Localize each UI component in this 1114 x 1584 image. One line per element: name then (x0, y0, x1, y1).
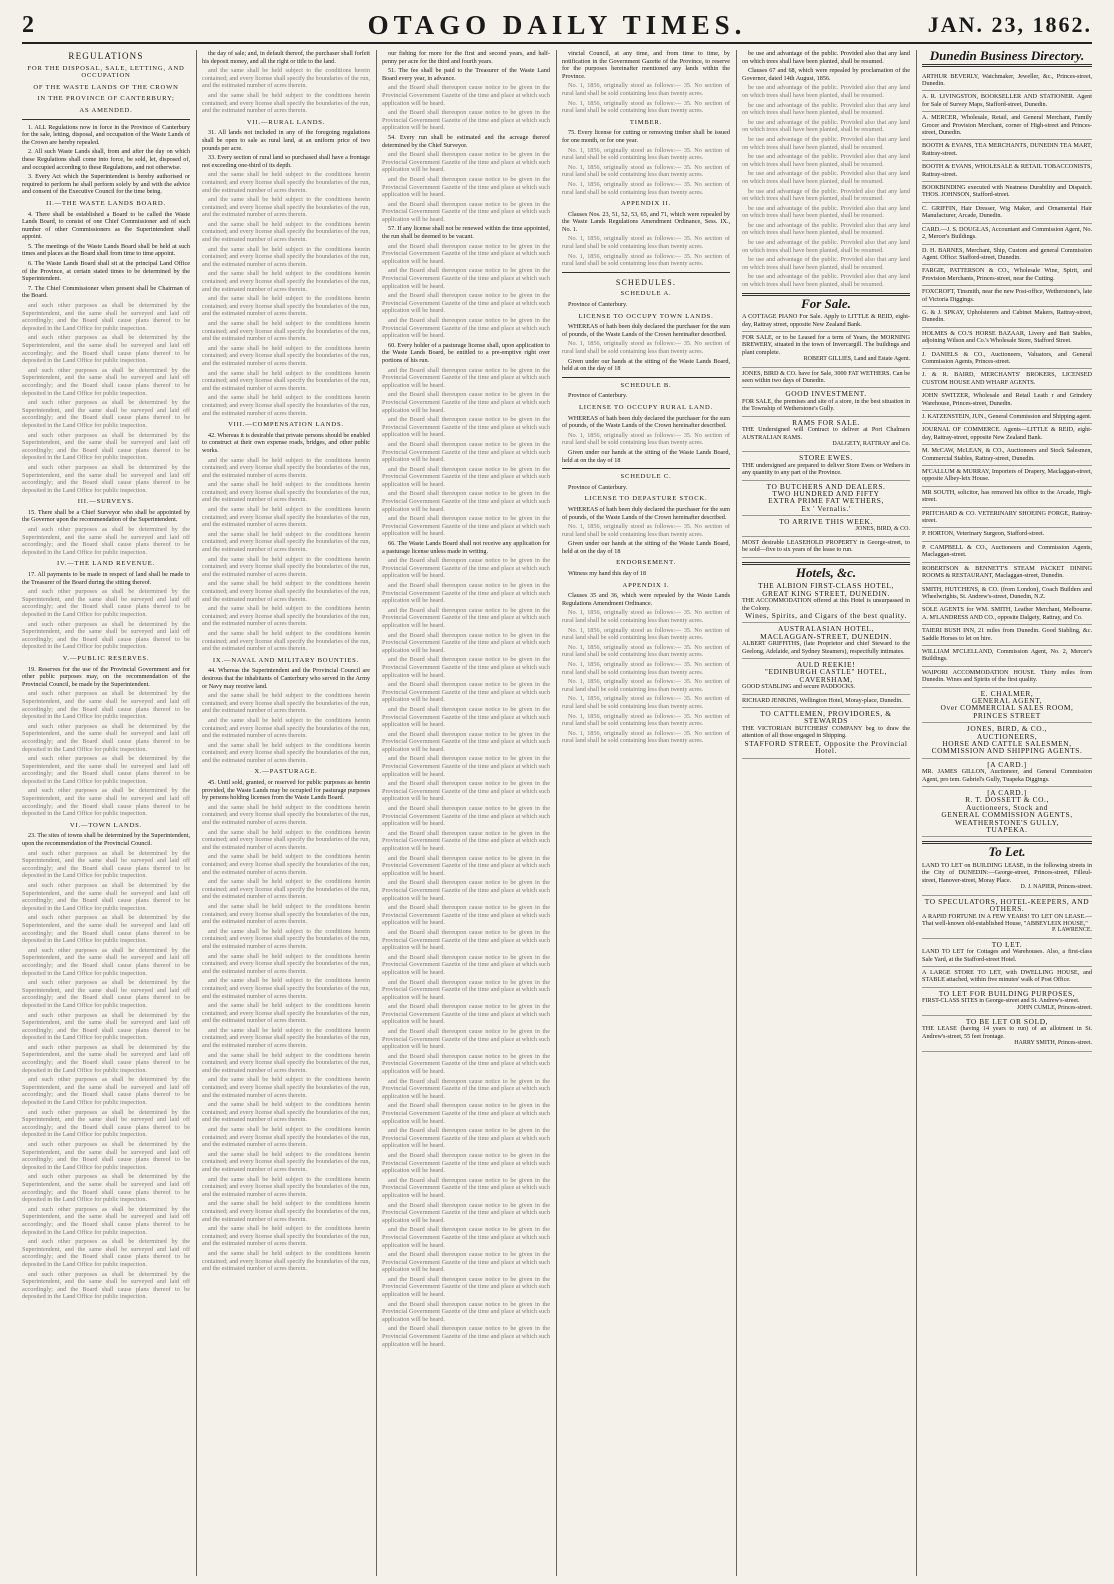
regulations-subheading: AS AMENDED. (79, 106, 133, 114)
directory-entry: P. HORTON, Veterinary Surgeon, Stafford-street. (922, 528, 1092, 541)
advertisement: TO SPECULATORS, HOTEL-KEEPERS, AND OTHERS. A RAPID FORTUNE IN A FEW YEARS! TO LET ON LEASE.—That well-known old-established House, "ABBEYLEIX HOUSE," P. LAWRENCE. (922, 896, 1092, 939)
clause: and the Board shall thereupon cause notice to be given in the Provincial Government Gazette of the time and place at which such application will be heard. (382, 175, 550, 199)
directory-entry: P. CAMPBELL & CO., Auctioneers and Commission Agents, Maclaggan-street. (922, 542, 1092, 563)
issue-date: JAN. 23, 1862. (927, 12, 1092, 37)
clause: No. 1, 1856, originally stood as follows:— 35. No section of rural land shall be sold containing less than twenty acres. (562, 643, 730, 659)
advertisement: A COTTAGE PIANO For Sale. Apply to LITTLE & REID, eight-day, Rattray street, opposite New Zealand Bank. (742, 311, 910, 332)
clause: and the same shall be held subject to the conditions herein contained; and every license shall specify the boundaries of the run, and the estimated number of acres therein. (202, 270, 370, 293)
regulations-subheading: IN THE PROVINCE OF CANTERBURY; (37, 95, 175, 103)
clause: and the Board shall thereupon cause notice to be given in the Provincial Government Gazette of the time and place at which such application will be heard. (382, 730, 550, 753)
section-heading: VI.—TOWN LANDS. (69, 821, 143, 829)
clause: and the same shall be held subject to the conditions herein contained; and every license shall specify the boundaries of the run, and the estimated number of acres therein. (202, 344, 370, 367)
column-advertisements (742, 50, 910, 1576)
column-rule (736, 50, 737, 1576)
directory-entry: G. & J. SPKAY, Upholsterers and Cabinet Makers, Rattray-street, Dunedin. (922, 307, 1092, 328)
directory-entry: BOOKBINDING executed with Neatness Durability and Dispatch. THOS. JOHNSON, Stafford-street. (922, 182, 1092, 203)
schedule-given: Given under our hands at the sitting of the Waste Lands Board, held at on the day of 18 (562, 540, 730, 555)
clause: No. 1, 1856, originally stood as follows:— 35. No section of rural land shall be sold containing less than twenty acres. (562, 712, 730, 728)
schedule-province: Province of Canterbury. (568, 301, 628, 309)
clause: No. 1, 1856, originally stood as follows:— 35. No section of rural land shall be sold containing less than twenty acres. (562, 609, 730, 625)
advertisement: TO LET. LAND TO LET for Cottages and Warehouses. Also, a first-class Sale Yard, at the Stafford-street Hotel. (922, 939, 1092, 967)
clause: the day of sale; and, in default thereof, the purchaser shall forfeit his deposit money, and all the right or title to the land. (202, 50, 370, 65)
clause: and the Board shall thereupon cause notice to be given in the Provincial Government Gazette of the time and place at which such application will be heard. (382, 582, 550, 605)
schedule-subheading: LICENSE TO DEPASTURE STOCK. (584, 495, 708, 503)
clause: be use and advantage of the public. Provided also that any land on which trees shall have been planted, shall be resumed. (742, 50, 910, 65)
schedule-given: Given under our hands at the sitting of the Waste Lands Board, held at on the day of 18 (562, 448, 730, 464)
directory-entry: JONES, BIRD, & CO., AUCTIONEERS, HORSE AND CATTLE SALESMEN, COMMISSION AND SHIPPING AGENTS. (922, 723, 1092, 759)
clause: and the Board shall thereupon cause notice to be given in the Provincial Government Gazette of the time and place at which such application will be heard. (382, 1052, 550, 1076)
advertisement: GOOD INVESTMENT. FOR SALE, the premises and site of a store, in the best situation in the Township of Wetherstone's Gully. (742, 388, 910, 416)
clause: and the Board shall thereupon cause notice to be given in the Provincial Government Gazette of the time and place at which such application will be heard. (382, 1325, 550, 1348)
clause: and the same shall be held subject to the conditions herein contained; and every license shall specify the boundaries of the run, and the estimated number of acres therein. (202, 902, 370, 926)
clause: and the same shall be held subject to the conditions herein contained; and every license shall specify the boundaries of the run, and the estimated number of acres therein. (202, 1249, 370, 1273)
clause: and the same shall be held subject to the conditions herein contained; and every license shall specify the boundaries of the run, and the estimated number of acres therein. (202, 878, 370, 901)
advertisement: STORE EWES. THE undersigned are prepared to deliver Store Ewes or Wethers in any quantity to any part of the Province. (742, 452, 910, 480)
clause: and such other purposes as shall be determined by the Superintendent, and the same shall be surveyed and laid off accordingly; and the Board shall cause plans thereof to be deposited in the Land Office for public inspection. (22, 690, 190, 721)
directory-entry: A. R. LIVINGSTON, BOOKSELLER AND STATIONER. Agent for Sale of Survey Maps, Stafford-street, Dunedin. (922, 91, 1092, 112)
clause: and such other purposes as shall be determined by the Superintendent, and the same shall be surveyed and laid off accordingly; and the Board shall cause plans thereof to be deposited in the Land Office for public inspection. (22, 431, 190, 462)
clause: and the same shall be held subject to the conditions herein contained; and every license shall specify the boundaries of the run, and the estimated number of acres therein. (202, 1026, 370, 1050)
clause: be use and advantage of the public. Provided also that any land on which trees shall have been planted, shall be resumed. (742, 135, 910, 151)
clause: and the same shall be held subject to the conditions herein contained; and every license shall specify the boundaries of the run, and the estimated number of acres therein. (202, 1051, 370, 1074)
directory-entry: FARGIE, PATTERSON & CO., Wholesale Wine, Spirit, and Provision Merchants, Princes-street, near the Cutting. (922, 265, 1092, 286)
clause: and the Board shall thereupon cause notice to be given in the Provincial Government Gazette of the time and place at which such application will be heard. (382, 829, 550, 852)
clause: our fishing for more for the first and second years, and half-penny per acre for the third and fourth years. (382, 50, 550, 65)
clause: and the same shall be held subject to the conditions herein contained; and every license shall specify the boundaries of the run, and the estimated number of acres therein. (202, 629, 370, 653)
clause: and the Board shall thereupon cause notice to be given in the Provincial Government Gazette of the time and place at which such application will be heard. (382, 1176, 550, 1199)
schedule-text: WHEREAS of hath been duly declared the purchaser for the sum of pounds, of the Waste Lands of the Crown hereinafter described. (562, 323, 730, 338)
clause: and such other purposes as shall be determined by the Superintendent, and the same shall be surveyed and laid off accordingly; and the Board shall cause plans thereof to be deposited in the Land Office for public inspection. (22, 366, 190, 397)
clause: and such other purposes as shall be determined by the Superintendent, and the same shall be surveyed and laid off accordingly; and the Board shall cause plans thereof to be deposited in the Land Office for public inspection. (22, 526, 190, 556)
clause: and the Board shall thereupon cause notice to be given in the Provincial Government Gazette of the time and place at which such application will be heard. (382, 1226, 550, 1249)
clause: and such other purposes as shall be determined by the Superintendent, and the same shall be surveyed and laid off accordingly; and the Board shall cause plans thereof to be deposited in the Land Office for public inspection. (22, 722, 190, 753)
clause: and the same shall be held subject to the conditions herein contained; and every license shall specify the boundaries of the run, and the estimated number of acres therein. (202, 1076, 370, 1099)
clause: Clauses 67 and 68, which were repealed by proclamation of the Governor, dated 14th August, 1856. (742, 67, 910, 82)
clause: 3. Every Act which the Superintendent is hereby authorised or required to perform he shall perform solely by and with the advice and consent of the Executive Council for the time being. (22, 173, 190, 196)
clause: No. 1, 1856, originally stood as follows:— 35. No section of rural land shall be sold containing less than twenty acres. (562, 180, 730, 196)
clause: No. 1, 1856, originally stood as follows:— 35. No section of rural land shall be sold containing less than twenty acres. (562, 431, 730, 447)
advertisement: AUSTRALASIAN HOTEL, MACLAGGAN-STREET, DUNEDIN. ALBERT GRIFFITHS, (late Proprietor and chief Steward to the Geelong, Adelaide, and Sydney Steamers), respectfully intimates. (742, 623, 910, 659)
clause: Clauses Nos. 23, 51, 52, 53, 65, and 71, which were repealed by the Waste Lands Regulations Amendment Ordinance, Sess. IX., No. 1. (562, 210, 730, 233)
column-regulations-2 (202, 50, 370, 1576)
directory-entry: SOLE AGENTS for WM. SMITH, Leather Merchant, Melbourne. A. M'LANDRESS AND CO., opposite Dalgety, Rattray, and Co. (922, 604, 1092, 625)
clause: and such other purposes as shall be determined by the Superintendent, and the same shall be surveyed and laid off accordingly; and the Board shall cause plans thereof to be deposited in the Land Office for public inspection. (22, 849, 190, 880)
clause: and the Board shall thereupon cause notice to be given in the Provincial Government Gazette of the time and place at which such application will be heard. (382, 805, 550, 828)
clause: No. 1, 1856, originally stood as follows:— 35. No section of rural land shall be sold containing less than twenty acres. (562, 252, 730, 268)
clause: and the Board shall thereupon cause notice to be given in the Provincial Government Gazette of the time and place at which such application will be heard. (382, 656, 550, 679)
directory-entry: J. & R. BAIRD, MERCHANTS' BROKERS, LICENSED CUSTOM HOUSE AND WHARF AGENTS. (922, 369, 1092, 390)
clause: 23. The sites of towns shall be determined by the Superintendent, upon the recommendation of the Provincial Council. (22, 832, 190, 848)
clause: and the Board shall thereupon cause notice to be given in the Provincial Government Gazette of the time and place at which such application will be heard. (382, 1102, 550, 1125)
column-business-directory (922, 50, 1092, 1576)
regulations-subheading: OF THE WASTE LANDS OF THE CROWN (33, 83, 179, 91)
clause: 4. There shall be established a Board to be called the Waste Lands Board, to consist of one Chief Commissioner and of such number of other Commissioners as the Superintendent shall appoint. (22, 210, 190, 241)
clause: be use and advantage of the public. Provided also that any land on which trees shall have been planted, shall be resumed. (742, 256, 910, 271)
directory-entry: ARTHUR BEVERLY, Watchmaker, Jeweller, &c., Princes-street, Dunedin. (922, 71, 1092, 92)
clause: and such other purposes as shall be determined by the Superintendent, and the same shall be surveyed and laid off accordingly; and the Board shall cause plans thereof to be deposited in the Land Office for public inspection. (22, 882, 190, 912)
clause: and the Board shall thereupon cause notice to be given in the Provincial Government Gazette of the time and place at which such application will be heard. (382, 1300, 550, 1323)
directory-entry: WILLIAM M'CLELLAND, Commission Agent, No. 2, Mercer's Buildings. (922, 646, 1092, 667)
clause: 5. The meetings of the Waste Lands Board shall be held at such times and places as the Board shall from time to time appoint. (22, 242, 190, 258)
clause: and such other purposes as shall be determined by the Superintendent, and the same shall be surveyed and laid off accordingly; and the Board shall cause plans thereof to be deposited in the Land Office for public inspection. (22, 588, 190, 618)
section-heading: TIMBER. (629, 118, 663, 126)
clause: be use and advantage of the public. Provided also that any land on which trees shall have been planted, shall be resumed. (742, 153, 910, 168)
advertisement: RAMS FOR SALE. THE Undersigned will Contract to deliver at Port Chalmers AUSTRALIAN RAMS. DALGETY, RATTRAY and Co. (742, 417, 910, 453)
clause: 75. Every license for cutting or removing timber shall be issued for one month, or for one year. (562, 129, 730, 144)
clause: be use and advantage of the public. Provided also that any land on which trees shall have been planted, shall be resumed. (742, 221, 910, 237)
clause: and such other purposes as shall be determined by the Superintendent, and the same shall be surveyed and laid off accordingly; and the Board shall cause plans thereof to be deposited in the Land Office for public inspection. (22, 914, 190, 945)
clause: and the Board shall thereupon cause notice to be given in the Provincial Government Gazette of the time and place at which such application will be heard. (382, 292, 550, 315)
schedule-text: WHEREAS of hath been duly declared the purchaser for the sum of pounds, of the Waste Lands of the Crown hereinafter described. (562, 505, 730, 521)
clause: 44. Whereas the Superintendent and the Provincial Council are desirous that the inhabitants of Canterbury who served in the Army or Navy may receive land. (202, 667, 370, 690)
clause: 42. Whereas it is desirable that private persons should be enabled to construct at their own expense roads, bridges, and other public works. (202, 431, 370, 454)
directory-entry: A. MERCER, Wholesale, Retail, and General Merchant, Family Grocer and Provision Merchant, corner of High-street and Princes-street, Dunedin. (922, 112, 1092, 140)
clause: and the Board shall thereupon cause notice to be given in the Provincial Government Gazette of the time and place at which such application will be heard. (382, 1127, 550, 1150)
clause: and such other purposes as shall be determined by the Superintendent, and the same shall be surveyed and laid off accordingly; and the Board shall cause plans thereof to be deposited in the Land Office for public inspection. (22, 1238, 190, 1268)
clause: No. 1, 1856, originally stood as follows:— 35. No section of rural land shall be sold containing less than twenty acres. (562, 729, 730, 745)
clause: and the same shall be held subject to the conditions herein contained; and every license shall specify the boundaries of the run, and the estimated number of acres therein. (202, 1126, 370, 1149)
section-heading: IV.—THE LAND REVENUE. (57, 560, 155, 568)
clause: vincial Council, at any time, and from time to time, by notification in the Government Gazette of the Province, to reserve for the purposes hereinafter mentioned any lands within the Province. (562, 50, 730, 80)
clause: and the same shall be held subject to the conditions herein contained; and every license shall specify the boundaries of the run, and the estimated number of acres therein. (202, 1101, 370, 1124)
clause: and the same shall be held subject to the conditions herein contained; and every license shall specify the boundaries of the run, and the estimated number of acres therein. (202, 716, 370, 740)
advertisement: LAND TO LET on BUILDING LEASE, in the following streets in the City of DUNEDIN:—George-street, Princes-street, Filleul-street, Hanover-street, Moray Place. D. J. NAPIER, Princes-street. (922, 860, 1092, 896)
clause: and the same shall be held subject to the conditions herein contained; and every license shall specify the boundaries of the run, and the estimated number of acres therein. (202, 1150, 370, 1173)
directory-entry: E. CHALMER, GENERAL AGENT, Over COMMERCIAL SALES ROOM, PRINCES STREET (922, 688, 1092, 724)
clause: No. 1, 1856, originally stood as follows:— 35. No section of rural land shall be sold containing less than twenty acres. (562, 695, 730, 710)
clause: No. 1, 1856, originally stood as follows:— 35. No section of rural land shall be sold containing less than twenty acres. (562, 235, 730, 251)
page-number: 2 (22, 12, 34, 38)
advertisement: RICHARD JENKINS, Wellington Hotel, Moray-place, Dunedin. (742, 695, 910, 708)
clause: and such other purposes as shall be determined by the Superintendent, and the same shall be surveyed and laid off accordingly; and the Board shall cause plans thereof to be deposited in the Land Office for public inspection. (22, 1108, 190, 1139)
directory-entry: BOOTH & EVANS, TEA MERCHANTS, DUNEDIN TEA MART, Rattray-street. (922, 140, 1092, 161)
clause: and the same shall be held subject to the conditions herein contained; and every license shall specify the boundaries of the run, and the estimated number of acres therein. (202, 369, 370, 392)
clause: and the same shall be held subject to the conditions herein contained; and every license shall specify the boundaries of the run, and the estimated number of acres therein. (202, 506, 370, 529)
clause: and the Board shall thereupon cause notice to be given in the Provincial Government Gazette of the time and place at which such application will be heard. (382, 416, 550, 439)
clause: and the same shall be held subject to the conditions herein contained; and every license shall specify the boundaries of the run, and the estimated number of acres therein. (202, 555, 370, 578)
clause: and the same shall be held subject to the conditions herein contained; and every license shall specify the boundaries of the run, and the estimated number of acres therein. (202, 67, 370, 90)
directory-entry: D. H. BARNES, Merchant, Ship, Custom and general Commission Agent. Office: Stafford-street, Dunedin. (922, 245, 1092, 266)
section-heading: Hotels, &c. (795, 564, 857, 580)
advertisement: JONES, BIRD & CO. have for Sale, 3000 FAT WETHERS. Can be seen within two days of Dunedin. (742, 368, 910, 389)
clause: and the Board shall thereupon cause notice to be given in the Provincial Government Gazette of the time and place at which such application will be heard. (382, 780, 550, 803)
clause: No. 1, 1856, originally stood as follows:— 35. No section of rural land shall be sold containing less than twenty acres. (562, 340, 730, 355)
clause: and the Board shall thereupon cause notice to be given in the Provincial Government Gazette of the time and place at which such application will be heard. (382, 1003, 550, 1026)
clause: and the Board shall thereupon cause notice to be given in the Provincial Government Gazette of the time and place at which such application will be heard. (382, 242, 550, 265)
directory-entry: BOOTH & EVANS, WHOLESALE & RETAIL TOBACCONISTS, Rattray-street. (922, 161, 1092, 182)
section-heading: APPENDIX II. (621, 200, 671, 208)
clause: and the Board shall thereupon cause notice to be given in the Provincial Government Gazette of the time and place at which such application will be heard. (382, 490, 550, 513)
clause: and the Board shall thereupon cause notice to be given in the Provincial Government Gazette of the time and place at which such application will be heard. (382, 681, 550, 704)
directory-entry: TAIERI BUSH INN, 21 miles from Dunedin. Good Stabling, &c. Saddle Horses to let on hire. (922, 625, 1092, 646)
regulations-heading: REGULATIONS (68, 51, 144, 61)
directory-entry: [A CARD.] R. T. DOSSETT & CO., Auctioneers, Stock and GENERAL COMMISSION AGENTS, WEATHERSTONE'S GULLY, TUAPEKA. (922, 787, 1092, 837)
clause: 1. ALL Regulations now in force in the Province of Canterbury for the sale, letting, disposal, and occupation of the Waste Lands of the Crown are hereby repealed. (22, 123, 190, 146)
masthead (22, 8, 1092, 44)
section-heading: III.—SURVEYS. (77, 498, 135, 506)
clause: and the Board shall thereupon cause notice to be given in the Provincial Government Gazette of the time and place at which such application will be heard. (382, 200, 550, 223)
directory-entry: CARD.—J. S. DOUGLAS, Accountant and Commission Agent, No. 2, Mercer's Buildings. (922, 224, 1092, 245)
schedule-heading: ENDORSEMENT. (616, 559, 676, 567)
clause: and the Board shall thereupon cause notice to be given in the Provincial Government Gazette of the time and place at which such application will be heard. (382, 557, 550, 580)
section-heading: APPENDIX I. (622, 581, 670, 589)
advertisement: TO LET FOR BUILDING PURPOSES, FIRST-CLASS SITES in George-street and St. Andrew's-street. JOHN CUMLE, Princes-street. (922, 988, 1092, 1016)
schedule-province: Province of Canterbury. (568, 392, 628, 400)
column-rule (556, 50, 557, 1576)
clause: and the Board shall thereupon cause notice to be given in the Provincial Government Gazette of the time and place at which such application will be heard. (382, 904, 550, 927)
clause: and the same shall be held subject to the conditions herein contained; and every license shall specify the boundaries of the run, and the estimated number of acres therein. (202, 605, 370, 628)
clause: and the same shall be held subject to the conditions herein contained; and every license shall specify the boundaries of the run, and the estimated number of acres therein. (202, 220, 370, 244)
newspaper-title: OTAGO DAILY TIMES. (367, 10, 747, 40)
clause: No. 1, 1856, originally stood as follows:— 35. No section of rural land shall be sold containing less than twenty acres. (562, 523, 730, 538)
clause: and such other purposes as shall be determined by the Superintendent, and the same shall be surveyed and laid off accordingly; and the Board shall cause plans thereof to be deposited in the Land Office for public inspection. (22, 302, 190, 332)
clause: and the same shall be held subject to the conditions herein contained; and every license shall specify the boundaries of the run, and the estimated number of acres therein. (202, 394, 370, 417)
clause: No. 1, 1856, originally stood as follows:— 35. No section of rural land shall be sold containing less than twenty acres. (562, 99, 730, 115)
clause: be use and advantage of the public. Provided also that any land on which trees shall have been planted, shall be resumed. (742, 101, 910, 117)
clause: and such other purposes as shall be determined by the Superintendent, and the same shall be surveyed and laid off accordingly; and the Board shall cause plans thereof to be deposited in the Land Office for public inspection. (22, 979, 190, 1009)
column-rule (376, 50, 377, 1576)
column-regulations-4 (562, 50, 730, 1576)
clause: and the Board shall thereupon cause notice to be given in the Provincial Government Gazette of the time and place at which such application will be heard. (382, 440, 550, 464)
clause: 17. All payments to be made in respect of land shall be made to the Treasurer of the Board during the sitting thereof. (22, 571, 190, 586)
clause: and the same shall be held subject to the conditions herein contained; and every license shall specify the boundaries of the run, and the estimated number of acres therein. (202, 853, 370, 876)
clause: and the Board shall thereupon cause notice to be given in the Provincial Government Gazette of the time and place at which such application will be heard. (382, 606, 550, 629)
clause: and the Board shall thereupon cause notice to be given in the Provincial Government Gazette of the time and place at which such application will be heard. (382, 465, 550, 488)
clause: and such other purposes as shall be determined by the Superintendent, and the same shall be surveyed and laid off accordingly; and the Board shall cause plans thereof to be deposited in the Land Office for public inspection. (22, 1141, 190, 1171)
section-heading: X.—PASTURAGE. (254, 768, 318, 776)
clause: 15. There shall be a Chief Surveyor who shall be appointed by the Governor upon the recommendation of the Superintendent. (22, 508, 190, 524)
clause: Clauses 35 and 36, which were repealed by the Waste Lands Regulations Amendment Ordinance. (562, 592, 730, 607)
directory-entry: FOXCROFT, Tinsmith, near the new Post-office, Wetherstone's, late of Victoria Diggings. (922, 286, 1092, 307)
clause: and the same shall be held subject to the conditions herein contained; and every license shall specify the boundaries of the run, and the estimated number of acres therein. (202, 580, 370, 603)
clause: No. 1, 1856, originally stood as follows:— 35. No section of rural land shall be sold containing less than twenty acres. (562, 661, 730, 676)
schedule-given: Given under our hands at the sitting of the Waste Lands Board, held at on the day of 18 (562, 357, 730, 373)
clause: and the Board shall thereupon cause notice to be given in the Provincial Government Gazette of the time and place at which such application will be heard. (382, 953, 550, 976)
clause: and the Board shall thereupon cause notice to be given in the Provincial Government Gazette of the time and place at which such application will be heard. (382, 705, 550, 729)
clause: and the Board shall thereupon cause notice to be given in the Provincial Government Gazette of the time and place at which such application will be heard. (382, 1201, 550, 1224)
clause: 54. Every run shall be estimated and the acreage thereof determined by the Chief Surveyor. (382, 133, 550, 149)
clause: and such other purposes as shall be determined by the Superintendent, and the same shall be surveyed and laid off accordingly; and the Board shall cause plans thereof to be deposited in the Land Office for public inspection. (22, 1011, 190, 1042)
clause: and such other purposes as shall be determined by the Superintendent, and the same shall be surveyed and laid off accordingly; and the Board shall cause plans thereof to be deposited in the Land Office for public inspection. (22, 399, 190, 429)
directory-title: Dunedin Business Directory. (929, 50, 1085, 63)
schedule-heading: SCHEDULE C. (620, 473, 672, 481)
directory-entry: J. KATZENSTEIN, JUN., General Commission and Shipping agent. (922, 411, 1092, 424)
clause: and the Board shall thereupon cause notice to be given in the Provincial Government Gazette of the time and place at which such application will be heard. (382, 928, 550, 952)
schedule-heading: SCHEDULE A. (620, 290, 672, 298)
schedule-heading: SCHEDULE B. (620, 381, 672, 389)
clause: and such other purposes as shall be determined by the Superintendent, and the same shall be surveyed and laid off accordingly; and the Board shall cause plans thereof to be deposited in the Land Office for public inspection. (22, 1205, 190, 1236)
clause: 31. All lands not included in any of the foregoing regulations shall be open to sale as rural land, at an uniform price of two pounds per acre. (202, 129, 370, 152)
clause: and the Board shall thereupon cause notice to be given in the Provincial Government Gazette of the time and place at which such application will be heard. (382, 366, 550, 389)
schedules-heading: SCHEDULES. (615, 277, 677, 287)
clause: and the Board shall thereupon cause notice to be given in the Provincial Government Gazette of the time and place at which such application will be heard. (382, 978, 550, 1001)
clause: and the Board shall thereupon cause notice to be given in the Provincial Government Gazette of the time and place at which such application will be heard. (382, 1151, 550, 1175)
clause: and the same shall be held subject to the conditions herein contained; and every license shall specify the boundaries of the run, and the estimated number of acres therein. (202, 171, 370, 194)
clause: be use and advantage of the public. Provided also that any land on which trees shall have been planted, shall be resumed. (742, 118, 910, 134)
clause: and such other purposes as shall be determined by the Superintendent, and the same shall be surveyed and laid off accordingly; and the Board shall cause plans thereof to be deposited in the Land Office for public inspection. (22, 946, 190, 977)
column-rule (916, 50, 917, 1576)
advertisement: A LARGE STORE TO LET, with DWELLING HOUSE, and STABLE attached, within five minutes' walk of Post Office. (922, 967, 1092, 988)
clause: and the Board shall thereupon cause notice to be given in the Provincial Government Gazette of the time and place at which such application will be heard. (382, 854, 550, 877)
clause: No. 1, 1856, originally stood as follows:— 35. No section of rural land shall be sold containing less than twenty acres. (562, 626, 730, 642)
schedule-province: Province of Canterbury. (568, 483, 628, 491)
clause: 51. The fee shall be paid to the Treasurer of the Waste Land Board every year, in advance. (382, 67, 550, 82)
clause: 60. Every holder of a pasturage license shall, upon application to the Waste Lands Board, be entitled to a pre-emptive right over portions of his run. (382, 341, 550, 364)
directory-entry: [A CARD.] MR. JAMES GILLON, Auctioneer, and General Commission Agent, pro tem. Gabriel's Gully, Tuapeka Diggings. (922, 759, 1092, 787)
directory-entry: HOLMES & CO.'S HORSE BAZAAR, Livery and Bait Stables, adjoining Wilson and Co.'s Wholesale Store, Stafford Street. (922, 328, 1092, 349)
clause: and the Board shall thereupon cause notice to be given in the Provincial Government Gazette of the time and place at which such application will be heard. (382, 1028, 550, 1051)
directory-entry: J. DANIELS & CO., Auctioneers, Valuators, and General Commission Agents, Princes-street. (922, 349, 1092, 370)
clause: and such other purposes as shall be determined by the Superintendent, and the same shall be surveyed and laid off accordingly; and the Board shall cause plans thereof to be deposited in the Land Office for public inspection. (22, 334, 190, 365)
clause: and the same shall be held subject to the conditions herein contained; and every license shall specify the boundaries of the run, and the estimated number of acres therein. (202, 1175, 370, 1198)
clause: 45. Until sold, granted, or reserved for public purposes as herein provided, the Waste Lands may be occupied for pasturage purposes by persons holding licenses from the Waste Lands Board. (202, 779, 370, 802)
clause: and the same shall be held subject to the conditions herein contained; and every license shall specify the boundaries of the run, and the estimated number of acres therein. (202, 1225, 370, 1248)
directory-entry: ROBERTSON & BENNETT'S STEAM PACKET DINING ROOMS & RESTAURANT, Maclaggan-street, Dunedin. (922, 563, 1092, 584)
clause: and the Board shall thereupon cause notice to be given in the Provincial Government Gazette of the time and place at which such application will be heard. (382, 109, 550, 132)
clause: 6. The Waste Lands Board shall sit at the principal Land Office of the Province, at certain stated times to be determined by the Superintendent. (22, 260, 190, 283)
directory-entry: C. GRIFFIN, Hair Dresser, Wig Maker, and Ornamental Hair Manufacturer, Arcade, Dunedin. (922, 203, 1092, 224)
section-heading: VII.—RURAL LANDS. (246, 118, 326, 126)
directory-entry: M. McCAW, McLEAN, & CO., Auctioneers and Stock Salesmen, Commercial Stables, Rattray-street, Dunedin. (922, 445, 1092, 466)
clause: and the same shall be held subject to the conditions herein contained; and every license shall specify the boundaries of the run, and the estimated number of acres therein. (202, 91, 370, 115)
clause: and the same shall be held subject to the conditions herein contained; and every license shall specify the boundaries of the run, and the estimated number of acres therein. (202, 927, 370, 950)
clause: and the same shall be held subject to the conditions herein contained; and every license shall specify the boundaries of the run, and the estimated number of acres therein. (202, 977, 370, 1000)
column-rule (196, 50, 197, 1576)
clause: 57. If any license shall not be renewed within the time appointed, the run shall be deemed to be vacant. (382, 225, 550, 241)
directory-entry: M'CALLUM & MURRAY, Importers of Drapery, Maclaggan-street, opposite Albey-leix House. (922, 466, 1092, 487)
clause: and the same shall be held subject to the conditions herein contained; and every license shall specify the boundaries of the run, and the estimated number of acres therein. (202, 320, 370, 343)
clause: 2. All such Waste Lands shall, from and after the day on which these Regulations shall come into force, be sold, let, disposed of, and occupied according to these Regulations, and not otherwise. (22, 148, 190, 171)
clause: and the Board shall thereupon cause notice to be given in the Provincial Government Gazette of the time and place at which such application will be heard. (382, 267, 550, 290)
clause: and the same shall be held subject to the conditions herein contained; and every license shall specify the boundaries of the run, and the estimated number of acres therein. (202, 803, 370, 827)
clause: 66. The Waste Lands Board shall not receive any application for a pasturage license unless made in writing. (382, 540, 550, 555)
clause: and the Board shall thereupon cause notice to be given in the Provincial Government Gazette of the time and place at which such application will be heard. (382, 84, 550, 107)
clause: and the same shall be held subject to the conditions herein contained; and every license shall specify the boundaries of the run, and the estimated number of acres therein. (202, 245, 370, 268)
clause: and the Board shall thereupon cause notice to be given in the Provincial Government Gazette of the time and place at which such application will be heard. (382, 151, 550, 174)
column-regulations-3 (382, 50, 550, 1576)
clause: No. 1, 1856, originally stood as follows:— 35. No section of rural land shall be sold containing less than twenty acres. (562, 82, 730, 97)
clause: 7. The Chief Commissioner when present shall be Chairman of the Board. (22, 284, 190, 300)
schedule-subheading: LICENSE TO OCCUPY TOWN LANDS. (578, 312, 714, 320)
advertisement: TO ARRIVE THIS WEEK. JONES, BIRD, & CO. (742, 516, 910, 537)
directory-entry: JOHN SWITZER, Wholesale and Retail Leath r and Grindery Warehouse, Princes-street, Dunedin. (922, 390, 1092, 411)
clause: and the same shall be held subject to the conditions herein contained; and every license shall specify the boundaries of the run, and the estimated number of acres therein. (202, 1002, 370, 1025)
clause: be use and advantage of the public. Provided also that any land on which trees shall have been planted, shall be resumed. (742, 170, 910, 185)
clause: be use and advantage of the public. Provided also that any land on which trees shall have been planted, shall be resumed. (742, 187, 910, 203)
clause: and such other purposes as shall be determined by the Superintendent, and the same shall be surveyed and laid off accordingly; and the Board shall cause plans thereof to be deposited in the Land Office for public inspection. (22, 1173, 190, 1204)
clause: No. 1, 1856, originally stood as follows:— 35. No section of rural land shall be sold containing less than twenty acres. (562, 146, 730, 162)
advertisement: TO BUTCHERS AND DEALERS. TWO HUNDRED AND FIFTY EXTRA PRIME FAT WETHERS, Ex ' Vernalis.' (742, 481, 910, 517)
directory-entry: WAIPORI ACCOMMODATION HOUSE. Thirty miles from Dunedin. Wines and Spirits of the first quality. (922, 667, 1092, 688)
clause: and such other purposes as shall be determined by the Superintendent, and the same shall be surveyed and laid off accordingly; and the Board shall cause plans thereof to be deposited in the Land Office for public inspection. (22, 463, 190, 494)
clause: and such other purposes as shall be determined by the Superintendent, and the same shall be surveyed and laid off accordingly; and the Board shall cause plans thereof to be deposited in the Land Office for public inspection. (22, 1076, 190, 1107)
section-heading: VIII.—COMPENSATION LANDS. (228, 421, 344, 429)
clause: be use and advantage of the public. Provided also that any land on which trees shall have been planted, shall be resumed. (742, 239, 910, 254)
clause: and the same shall be held subject to the conditions herein contained; and every license shall specify the boundaries of the run, and the estimated number of acres therein. (202, 741, 370, 764)
section-heading: II.—THE WASTE LANDS BOARD. (46, 199, 166, 207)
advertisement: AULD REEKIE! "EDINBURGH CASTLE" HOTEL, CAVERSHAM, GOOD STABLING and secure PADDOCKS. (742, 659, 910, 695)
clause: and such other purposes as shall be determined by the Superintendent, and the same shall be surveyed and laid off accordingly; and the Board shall cause plans thereof to be deposited in the Land Office for public inspection. (22, 620, 190, 651)
clause: and the same shall be held subject to the conditions herein contained; and every license shall specify the boundaries of the run, and the estimated number of acres therein. (202, 952, 370, 975)
clause: and the Board shall thereupon cause notice to be given in the Provincial Government Gazette of the time and place at which such application will be heard. (382, 515, 550, 538)
newspaper-columns (22, 50, 1092, 1576)
clause: and the same shall be held subject to the conditions herein contained; and every license shall specify the boundaries of the run, and the estimated number of acres therein. (202, 692, 370, 715)
clause: and the Board shall thereupon cause notice to be given in the Provincial Government Gazette of the time and place at which such application will be heard. (382, 879, 550, 902)
advertisement: TO CATTLEMEN, PROVIDORES, & STEWARDS THE VICTORIAN BUTCHERS' COMPANY beg to draw the attention of all those engaged in Shipping. STAFFORD STREET, Opposite the Provincial Hotel. (742, 708, 910, 758)
clause: be use and advantage of the public. Provided also that any land on which trees shall have been planted, shall be resumed. (742, 204, 910, 220)
advertisement: TO BE LET OR SOLD, THE LEASE (having 14 years to run) of an allotment in St. Andrew's-street, 55 feet frontage. HARRY SMITH, Princes-street. (922, 1016, 1092, 1052)
advertisement: THE ALBION FIRST-CLASS HOTEL, GREAT KING STREET, DUNEDIN. THE ACCOMMODATION offered at this Hotel is unsurpassed in the Colony. Wines, Spirits, and Cigars of the best quality. (742, 580, 910, 623)
clause: and the same shall be held subject to the conditions herein contained; and every license shall specify the boundaries of the run, and the estimated number of acres therein. (202, 1200, 370, 1223)
directory-entry: JOURNAL OF COMMERCE. Agents—LITTLE & REID, eight-day, Rattray-street, opposite New Zealand Bank. (922, 424, 1092, 445)
clause: No. 1, 1856, originally stood as follows:— 35. No section of rural land shall be sold containing less than twenty acres. (562, 163, 730, 179)
clause: and the Board shall thereupon cause notice to be given in the Provincial Government Gazette of the time and place at which such application will be heard. (382, 631, 550, 654)
section-heading: To Let. (988, 844, 1026, 860)
column-regulations-1 (22, 50, 190, 1576)
section-heading: For Sale. (801, 295, 851, 311)
clause: and the Board shall thereupon cause notice to be given in the Provincial Government Gazette of the time and place at which such application will be heard. (382, 391, 550, 414)
section-heading: IX.—NAVAL AND MILITARY BOUNTIES. (212, 656, 360, 664)
regulations-subheading: FOR THE DISPOSAL, SALE, LETTING, AND OCCUPATION (27, 64, 185, 80)
advertisement: FOR SALE, or to be Leased for a term of Years, the MORNING BREWERY, situated in the town of Invercargill. The buildings and plant complete. ROBERT GILLIES, Land and Estate Agent. (742, 332, 910, 368)
schedule-text: WHEREAS of hath been duly declared the purchaser for the sum of pounds, of the Waste Lands of the Crown hereinafter described. (562, 414, 730, 430)
clause: and such other purposes as shall be determined by the Superintendent, and the same shall be surveyed and laid off accordingly; and the Board shall cause plans thereof to be deposited in the Land Office for public inspection. (22, 787, 190, 818)
section-heading: V.—PUBLIC RESERVES. (62, 654, 150, 662)
clause: and the Board shall thereupon cause notice to be given in the Provincial Government Gazette of the time and place at which such application will be heard. (382, 1077, 550, 1100)
clause: 33. Every section of rural land so purchased shall have a frontage not exceeding one-third of its depth. (202, 154, 370, 169)
clause: and the Board shall thereupon cause notice to be given in the Provincial Government Gazette of the time and place at which such application will be heard. (382, 317, 550, 340)
clause: and the same shall be held subject to the conditions herein contained; and every license shall specify the boundaries of the run, and the estimated number of acres therein. (202, 530, 370, 554)
directory-entry: MR SOUTH, solicitor, has removed his office to the Arcade, High-street. (922, 487, 1092, 508)
schedule-subheading: LICENSE TO OCCUPY RURAL LAND. (578, 403, 714, 411)
clause: No. 1, 1856, originally stood as follows:— 35. No section of rural land shall be sold containing less than twenty acres. (562, 678, 730, 693)
clause: and the same shall be held subject to the conditions herein contained; and every license shall specify the boundaries of the run, and the estimated number of acres therein. (202, 456, 370, 479)
clause: and the Board shall thereupon cause notice to be given in the Provincial Government Gazette of the time and place at which such application will be heard. (382, 755, 550, 778)
clause: and such other purposes as shall be determined by the Superintendent, and the same shall be surveyed and laid off accordingly; and the Board shall cause plans thereof to be deposited in the Land Office for public inspection. (22, 1270, 190, 1301)
clause: 19. Reserves for the use of the Provincial Government and for other public purposes may, on the recommendation of the Provincial Council, be made by the Superintendent. (22, 665, 190, 688)
schedule-witness: Witness my hand this day of 18 (568, 570, 647, 578)
directory-entry: PRITCHARD & CO. VETERINARY SHOEING FORGE, Rattray-street. (922, 508, 1092, 529)
clause: and such other purposes as shall be determined by the Superintendent, and the same shall be surveyed and laid off accordingly; and the Board shall cause plans thereof to be deposited in the Land Office for public inspection. (22, 755, 190, 785)
directory-entry: SMITH, HUTCHENS, & CO. (from London), Coach Builders and Wheelwrights, St. Andrew's-street, Dunedin, N.Z. (922, 584, 1092, 605)
clause: and the same shall be held subject to the conditions herein contained; and every license shall specify the boundaries of the run, and the estimated number of acres therein. (202, 828, 370, 851)
clause: and the same shall be held subject to the conditions herein contained; and every license shall specify the boundaries of the run, and the estimated number of acres therein. (202, 481, 370, 504)
clause: and the same shall be held subject to the conditions herein contained; and every license shall specify the boundaries of the run, and the estimated number of acres therein. (202, 295, 370, 318)
clause: and the Board shall thereupon cause notice to be given in the Provincial Government Gazette of the time and place at which such application will be heard. (382, 1251, 550, 1274)
clause: be use and advantage of the public. Provided also that any land on which trees shall have been planted, shall be resumed. (742, 84, 910, 99)
clause: and such other purposes as shall be determined by the Superintendent, and the same shall be surveyed and laid off accordingly; and the Board shall cause plans thereof to be deposited in the Land Office for public inspection. (22, 1043, 190, 1074)
clause: be use and advantage of the public. Provided also that any land on which trees shall have been planted, shall be resumed. (742, 273, 910, 289)
advertisement: MOST desirable LEASEHOLD PROPERTY in George-street, to be sold—five to six years of the lease to run. (742, 537, 910, 558)
clause: and the Board shall thereupon cause notice to be given in the Provincial Government Gazette of the time and place at which such application will be heard. (382, 1275, 550, 1299)
clause: and the same shall be held subject to the conditions herein contained; and every license shall specify the boundaries of the run, and the estimated number of acres therein. (202, 196, 370, 219)
